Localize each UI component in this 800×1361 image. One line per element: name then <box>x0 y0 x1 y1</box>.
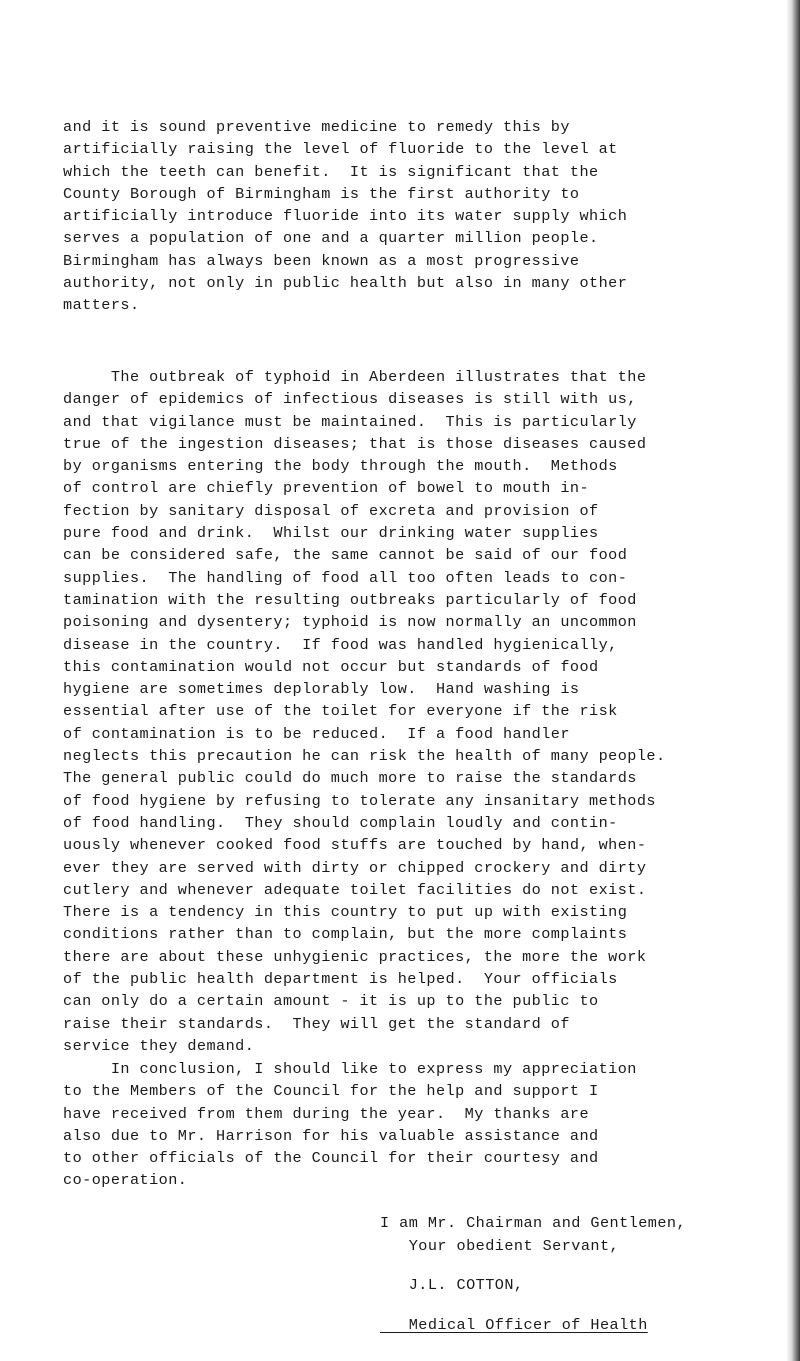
text-line: of the public health department is helped. Your officials <box>63 970 618 989</box>
text-line: service they demand. <box>63 1036 255 1055</box>
paragraph-conclusion <box>63 1058 768 1192</box>
text-line: artificially raising the level of fluoride to the level at <box>63 140 618 159</box>
signature-name: J.L. COTTON, <box>380 1276 524 1294</box>
text-line: also due to Mr. Harrison for his valuable assistance and <box>63 1126 599 1145</box>
text-line: pure food and drink. Whilst our drinking water supplies <box>63 524 599 543</box>
closing-salutation: I am Mr. Chairman and Gentlemen, <box>380 1214 687 1232</box>
text-line: The general public could do much more to raise the standards <box>63 769 637 788</box>
text-line: true of the ingestion diseases; that is those diseases caused <box>63 434 647 453</box>
text-line: and that vigilance must be maintained. This is particularly <box>63 412 637 431</box>
scanned-page-edge <box>786 0 800 1361</box>
text-line: of food handling. They should complain loudly and contin- <box>63 813 618 832</box>
text-line: authority, not only in public health but also in many other <box>63 274 628 293</box>
signature-title: Medical Officer of Health <box>380 1316 648 1334</box>
text-line: which the teeth can benefit. It is significant that the <box>63 162 599 181</box>
text-line: In conclusion, I should like to express my appreciation <box>63 1060 637 1078</box>
paragraph-typhoid <box>63 366 768 1057</box>
text-line: to the Members of the Council for the help and support I <box>63 1082 599 1101</box>
text-line: ever they are served with dirty or chipped crockery and dirty <box>63 858 647 877</box>
text-line: and it is sound preventive medicine to remedy this by <box>63 118 570 136</box>
text-line: this contamination would not occur but standards of food <box>63 657 599 676</box>
text-line: The outbreak of typhoid in Aberdeen illustrates that the <box>63 368 647 386</box>
text-line: neglects this precaution he can risk the health of many people. <box>63 747 666 766</box>
paragraph-fluoride <box>63 116 768 317</box>
text-line: raise their standards. They will get the standard of <box>63 1014 570 1033</box>
text-line: can be considered safe, the same cannot be said of our food <box>63 546 628 565</box>
text-line: Birmingham has always been known as a most progressive <box>63 251 580 270</box>
text-line: there are about these unhygienic practices, the more the work <box>63 947 647 966</box>
text-line: There is a tendency in this country to put up with existing <box>63 903 628 922</box>
text-line: cutlery and whenever adequate toilet facilities do not exist. <box>63 880 647 899</box>
text-line: have received from them during the year. My thanks are <box>63 1104 590 1123</box>
text-line: of food hygiene by refusing to tolerate any insanitary methods <box>63 791 656 810</box>
text-line: County Borough of Birmingham is the first authority to <box>63 184 580 203</box>
text-line: co-operation. <box>63 1171 188 1190</box>
closing-servant: Your obedient Servant, <box>380 1237 620 1255</box>
text-line: tamination with the resulting outbreaks particularly of food <box>63 590 637 609</box>
text-line: can only do a certain amount - it is up to the public to <box>63 992 599 1011</box>
text-line: supplies. The handling of food all too often leads to con- <box>63 568 628 587</box>
text-line: conditions rather than to complain, but the more complaints <box>63 925 628 944</box>
text-line: fection by sanitary disposal of excreta and provision of <box>63 501 599 520</box>
text-line: essential after use of the toilet for everyone if the risk <box>63 702 618 721</box>
text-line: of control are chiefly prevention of bowel to mouth in- <box>63 479 590 498</box>
text-line: poisoning and dysentery; typhoid is now normally an uncommon <box>63 613 637 632</box>
text-line: artificially introduce fluoride into its water supply which <box>63 207 628 226</box>
text-line: of contamination is to be reduced. If a food handler <box>63 724 570 743</box>
text-line: by organisms entering the body through the mouth. Methods <box>63 457 618 476</box>
text-line: disease in the country. If food was handled hygienically, <box>63 635 618 654</box>
text-line: to other officials of the Council for their courtesy and <box>63 1149 599 1168</box>
text-line: hygiene are sometimes deplorably low. Hand washing is <box>63 680 580 699</box>
text-line: serves a population of one and a quarter million people. <box>63 229 599 248</box>
text-line: uously whenever cooked food stuffs are touched by hand, when- <box>63 836 647 855</box>
text-line: matters. <box>63 296 140 315</box>
text-line: danger of epidemics of infectious diseases is still with us, <box>63 390 637 409</box>
